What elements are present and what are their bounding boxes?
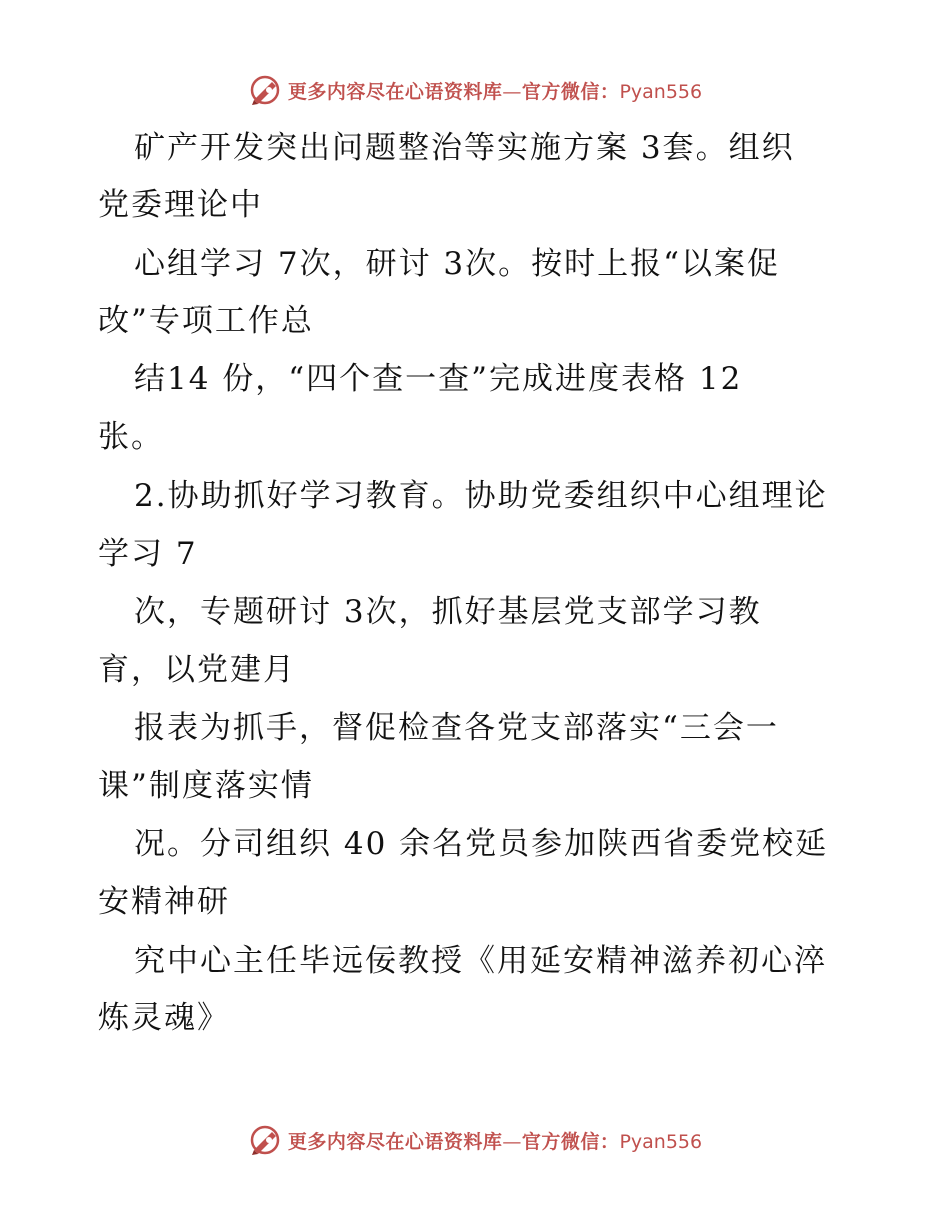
body-line: 课”制度落实情 [98,768,314,804]
body-line: 究中心主任毕远佞教授《用延安精神滋养初心淬 [134,943,827,979]
watermark-title: 更多内容尽在心语资料库 [287,1130,503,1153]
header-watermark [0,70,950,110]
pen-logo-icon [248,1123,282,1157]
watermark-label: 官方微信： [521,1130,620,1153]
pen-logo-icon [248,73,282,107]
footer-watermark [0,1120,950,1160]
body-line: 矿产开发突出问题整治等实施方案 3套。组织 [134,130,795,166]
watermark-title: 更多内容尽在心语资料库 [287,80,503,103]
watermark-handle: Pyan556 [619,80,703,103]
body-line: 炼灵魂》 [98,1000,230,1036]
body-line: 次，专题研讨 3次，抓好基层党支部学习教 [134,594,762,630]
watermark-separator: — [502,80,522,103]
body-line: 党委理论中 [98,187,263,223]
body-line: 心组学习 7次，研讨 3次。按时上报“以案促 [134,246,781,282]
body-line: 况。分司组织 40 余名党员参加陕西省委党校延 [134,826,829,862]
body-line: 改”专项工作总 [98,303,314,339]
watermark-text [288,77,702,104]
body-line: 2.协助抓好学习教育。协助党委组织中心组理论 [134,478,828,514]
body-line: 育，以党建月 [98,652,296,688]
watermark-text [288,1127,702,1154]
body-line: 结14 份，“四个查一查”完成进度表格 12 [134,361,743,397]
watermark-label: 官方微信： [521,80,620,103]
body-line: 报表为抓手，督促检查各党支部落实“三会一 [134,710,779,746]
body-line: 学习 7 [98,536,198,572]
watermark-handle: Pyan556 [619,1130,703,1153]
body-line: 张。 [98,419,164,455]
watermark-separator: — [502,1130,522,1153]
body-line: 安精神研 [98,884,230,920]
